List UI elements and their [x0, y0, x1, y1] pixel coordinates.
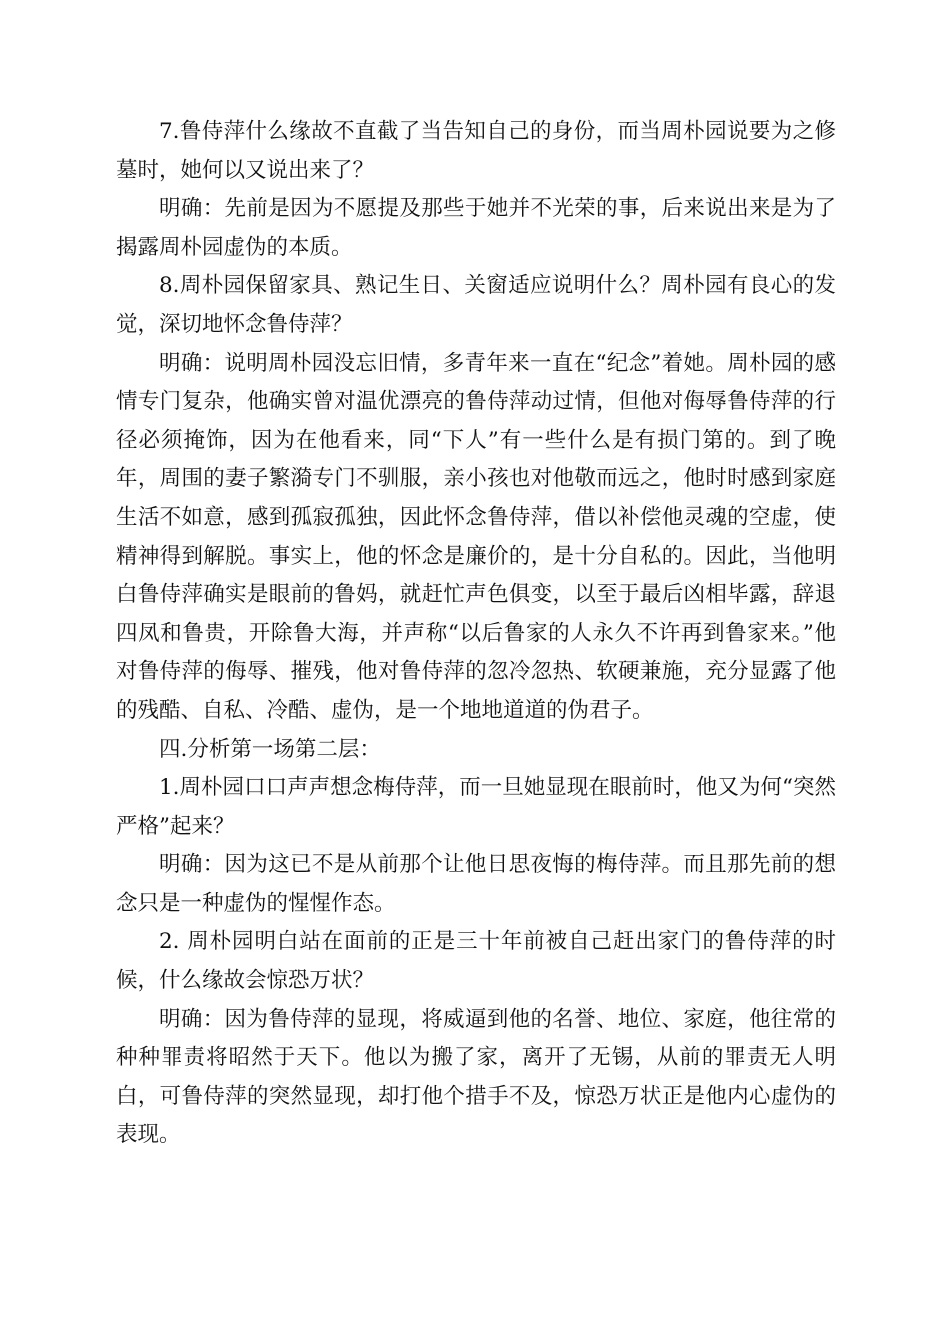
- question-2: 2. 周朴园明白站在面前的正是三十年前被自己赶出家门的鲁侍萍的时候，什么缘故会惊恐万状？: [116, 929, 836, 994]
- answer-1: 明确：因为这已不是从前那个让他日思夜悔的梅侍萍。而且那先前的想念只是一种虚伪的惺惺作态。: [116, 852, 836, 916]
- question-7: 7.鲁侍萍什么缘故不直截了当告知自己的身份，而当周朴园说要为之修墓时，她何以又说出来了？: [116, 119, 836, 183]
- answer-7: 明确：先前是因为不愿提及那些于她并不光荣的事，后来说出来是为了揭露周朴园虚伪的本质。: [116, 196, 836, 260]
- section-heading-4: 四.分析第一场第二层：: [159, 736, 381, 762]
- document-body: [116, 113, 836, 1155]
- question-1: 1.周朴园口口声声想念梅侍萍，而一旦她显现在眼前时，他又为何“突然严格”起来？: [116, 775, 836, 839]
- answer-8: 明确：说明周朴园没忘旧情，多青年来一直在“纪念”着她。周朴园的感情专门复杂，他确实曾对温优漂亮的鲁侍萍动过情，但他对侮辱鲁侍萍的行径必须掩饰，因为在他看来，同“下人”有一些什么是有损门第的。到了晚年，周围的妻子繁漪专门不驯服，亲小孩也对他敬而远之，他时时感到家庭生活不如意，感到孤寂孤独，因此怀念鲁侍萍，借以补偿他灵魂的空虚，使精神得到解脱。事实上，他的怀念是廉价的，是十分自私的。因此，当他明白鲁侍萍确实是眼前的鲁妈，就赶忙声色俱变，以至于最后凶相毕露，辞退四凤和鲁贵，开除鲁大海，并声称“以后鲁家的人永久不许再到鲁家来。”他对鲁侍萍的侮辱、摧残，他对鲁侍萍的忽冷忽热、软硬兼施，充分显露了他的残酷、自私、冷酷、虚伪，是一个地地道道的伪君子。: [116, 350, 836, 723]
- answer-2: 明确：因为鲁侍萍的显现，将威逼到他的名誉、地位、家庭，他往常的种种罪责将昭然于天下。他以为搬了家，离开了无锡，从前的罪责无人明白，可鲁侍萍的突然显现，却打他个措手不及，惊恐万状正是他内心虚伪的表现。: [116, 1006, 836, 1148]
- question-8: 8.周朴园保留家具、熟记生日、关窗适应说明什么？周朴园有良心的发觉，深切地怀念鲁侍萍？: [116, 273, 836, 337]
